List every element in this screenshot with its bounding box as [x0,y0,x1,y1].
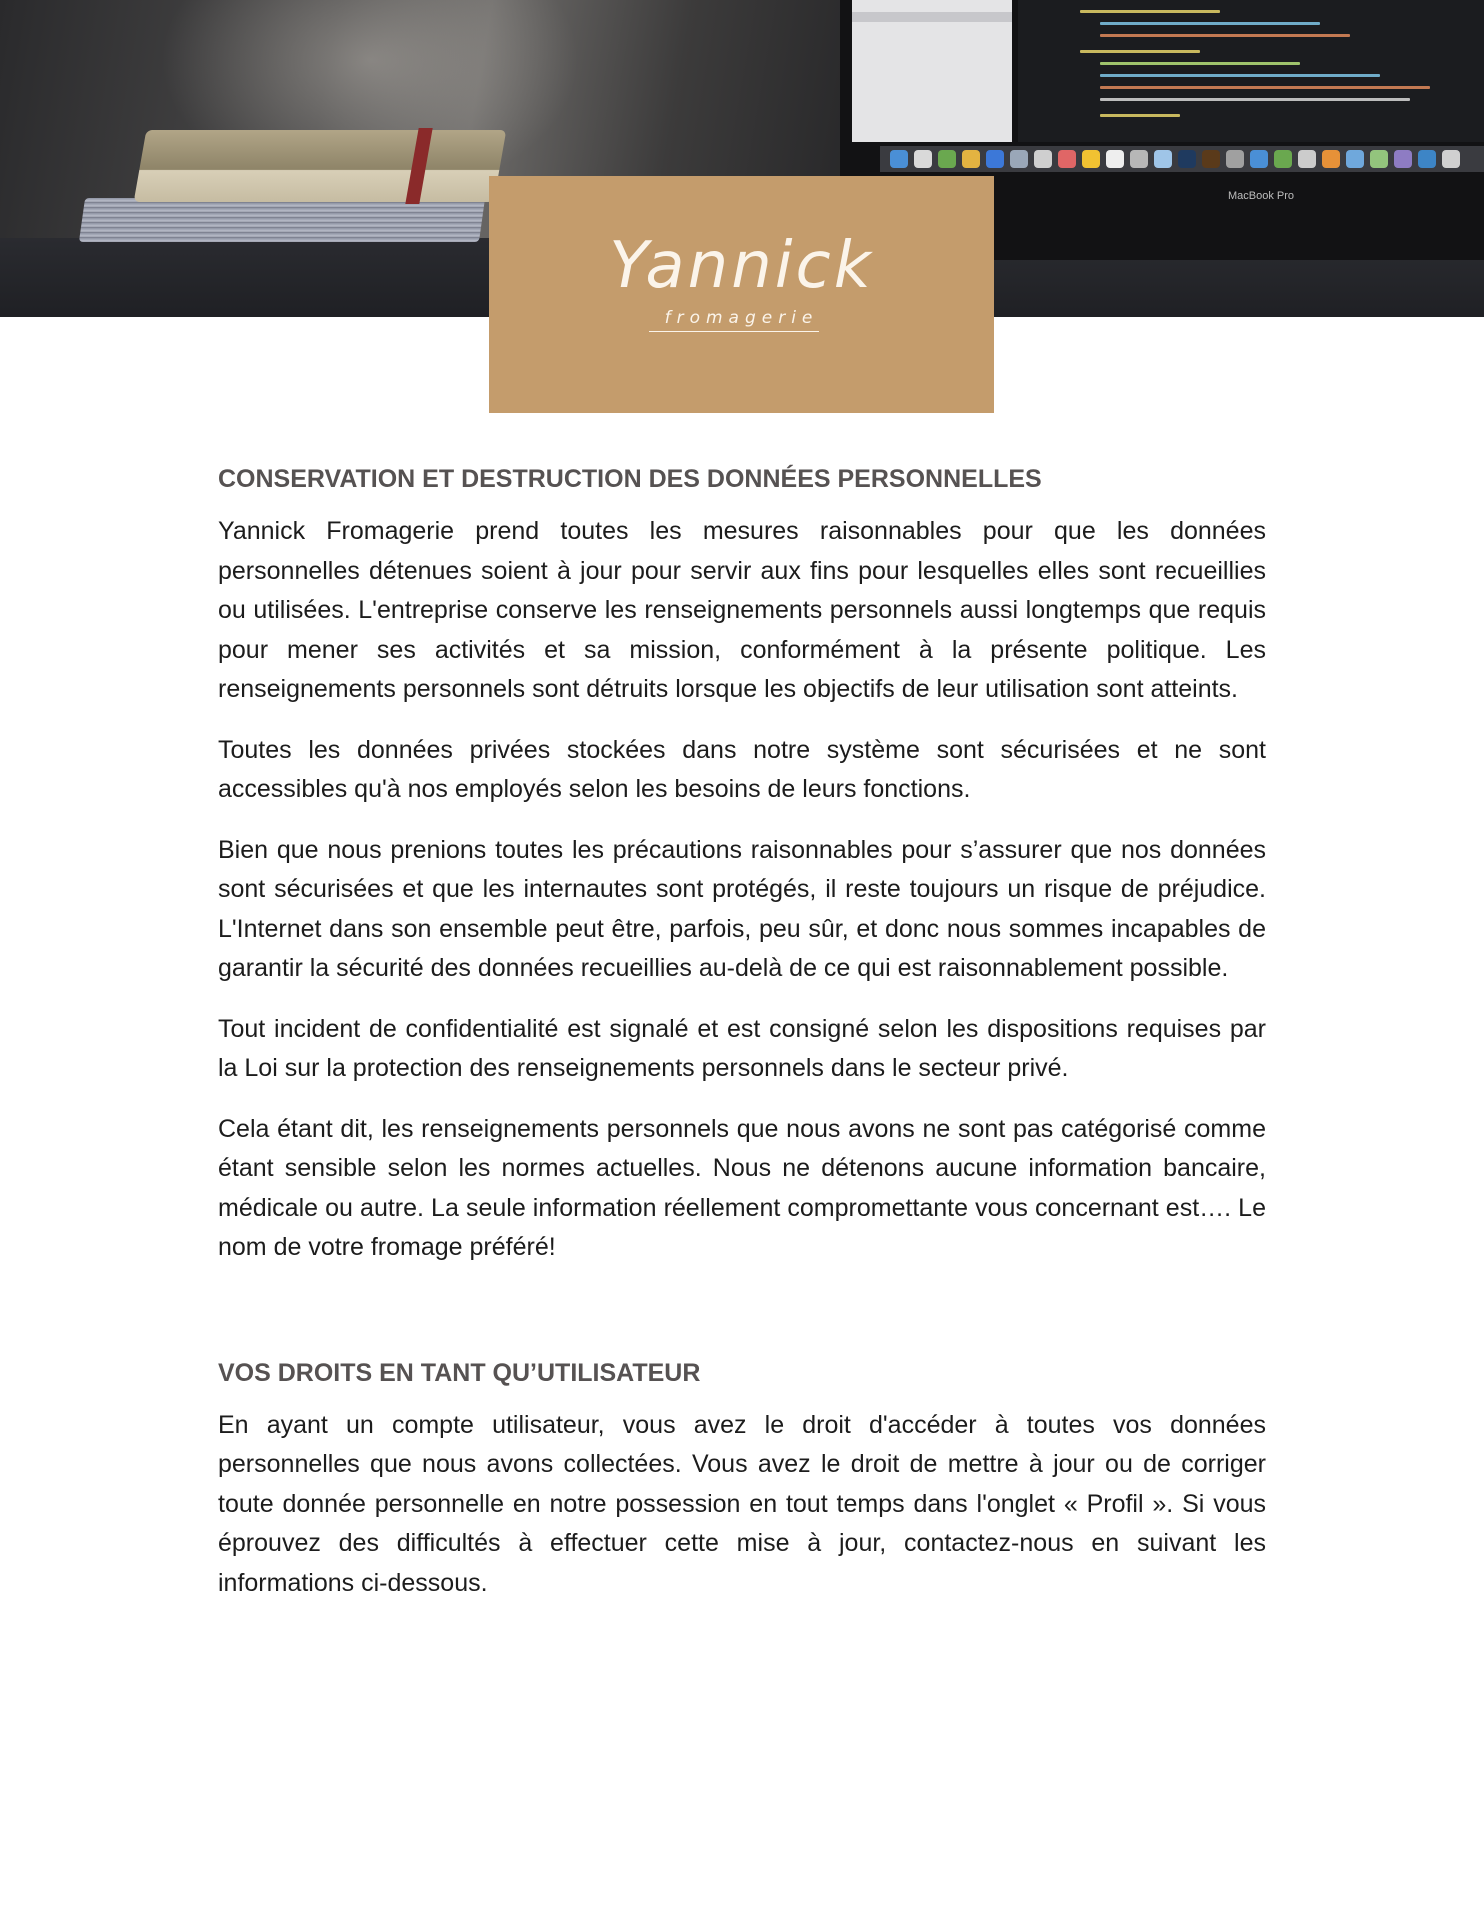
dock-icon [1346,150,1364,168]
dock-icon [1394,150,1412,168]
notebook-image [134,130,507,202]
section-user-rights [218,1359,1266,1604]
dock-icon [962,150,980,168]
dock-icon [1442,150,1460,168]
paragraph: Bien que nous prenions toutes les précautions raisonnables pour s’assurer que nos données sont sécurisées et que les internautes sont protégés, il reste toujours un risque de préjudice. L'Internet dans son ensemble peut être, parfois, peu sûr, et donc nous sommes incapables de garantir la sécurité des données recueillies au-delà de ce qui est raisonnablement possible. [218,835,1266,982]
brand-logo [489,176,994,413]
dock-icon [938,150,956,168]
section-heading: VOS DROITS EN TANT QU’UTILISATEUR [218,1358,701,1387]
code-line [1100,114,1180,117]
section-conservation [218,465,1266,1268]
dock-icon [1178,150,1196,168]
paragraph: En ayant un compte utilisateur, vous avez le droit d'accéder à toutes vos données personnelles que nous avons collectées. Vous avez le droit de mettre à jour ou de corriger toute donnée personnelle en notre possession en tout temps dans l'onglet « Profil ». Si vous éprouvez des difficultés à effectuer cette mise à jour, contactez-nous en suivant les informations ci-dessous. [218,1410,1266,1597]
paragraph: Toutes les données privées stockées dans notre système sont sécurisées et ne sont accessibles qu'à nos employés selon les besoins de leurs fonctions. [218,735,1266,803]
logo-rule [649,331,819,332]
dock-icon [1418,150,1436,168]
dock-icon [1250,150,1268,168]
section-heading: CONSERVATION ET DESTRUCTION DES DONNÉES PERSONNELLES [218,465,1042,493]
paper-stack-image [79,198,485,242]
code-line [1100,74,1380,77]
dock-icon [1106,150,1124,168]
dock-icon [1370,150,1388,168]
dock-icon [1058,150,1076,168]
laptop-brand-label: MacBook Pro [1228,190,1295,202]
code-line [1100,98,1410,101]
dock-icon [986,150,1004,168]
paragraph: Tout incident de confidentialité est signalé et est consigné selon les dispositions requises par la Loi sur la protection des renseignements personnels dans le secteur privé. [218,1014,1266,1082]
dock-icon [1274,150,1292,168]
paragraph: Cela étant dit, les renseignements personnels que nous avons ne sont pas catégorisé comme étant sensible selon les normes actuelles. Nous ne détenons aucune information bancaire, médicale ou autre. La seule information réellement compromettante vous concernant est…. Le nom de votre fromage préféré! [218,1114,1266,1261]
code-line [1080,10,1220,13]
document-body [218,465,1266,1624]
dock-icon [1034,150,1052,168]
section-spacer [218,1289,1266,1359]
laptop-screen-panel-bar [852,12,1012,22]
code-line [1100,22,1320,25]
dock-icon [1202,150,1220,168]
dock-icon [1010,150,1028,168]
dock-icon [1322,150,1340,168]
logo-subtitle: fromagerie [664,308,819,328]
dock-icon [1154,150,1172,168]
dock-icon [1226,150,1244,168]
code-line [1100,86,1430,89]
logo-name: Yannick [609,229,874,303]
code-line [1100,62,1300,65]
code-line [1100,34,1350,37]
dock-icon [1082,150,1100,168]
dock-icon [914,150,932,168]
paragraph: Yannick Fromagerie prend toutes les mesures raisonnables pour que les données personnelles détenues soient à jour pour servir aux fins pour lesquelles elles sont recueillies ou utilisées. L'entreprise conserve les renseignements personnels aussi longtemps que requis pour mener ses activités et sa mission, conformément à la présente politique. Les renseignements personnels sont détruits lorsque les objectifs de leur utilisation sont atteints. [218,517,1266,703]
dock-icon [1130,150,1148,168]
code-line [1080,50,1200,53]
dock-icon [1298,150,1316,168]
dock-icon [890,150,908,168]
